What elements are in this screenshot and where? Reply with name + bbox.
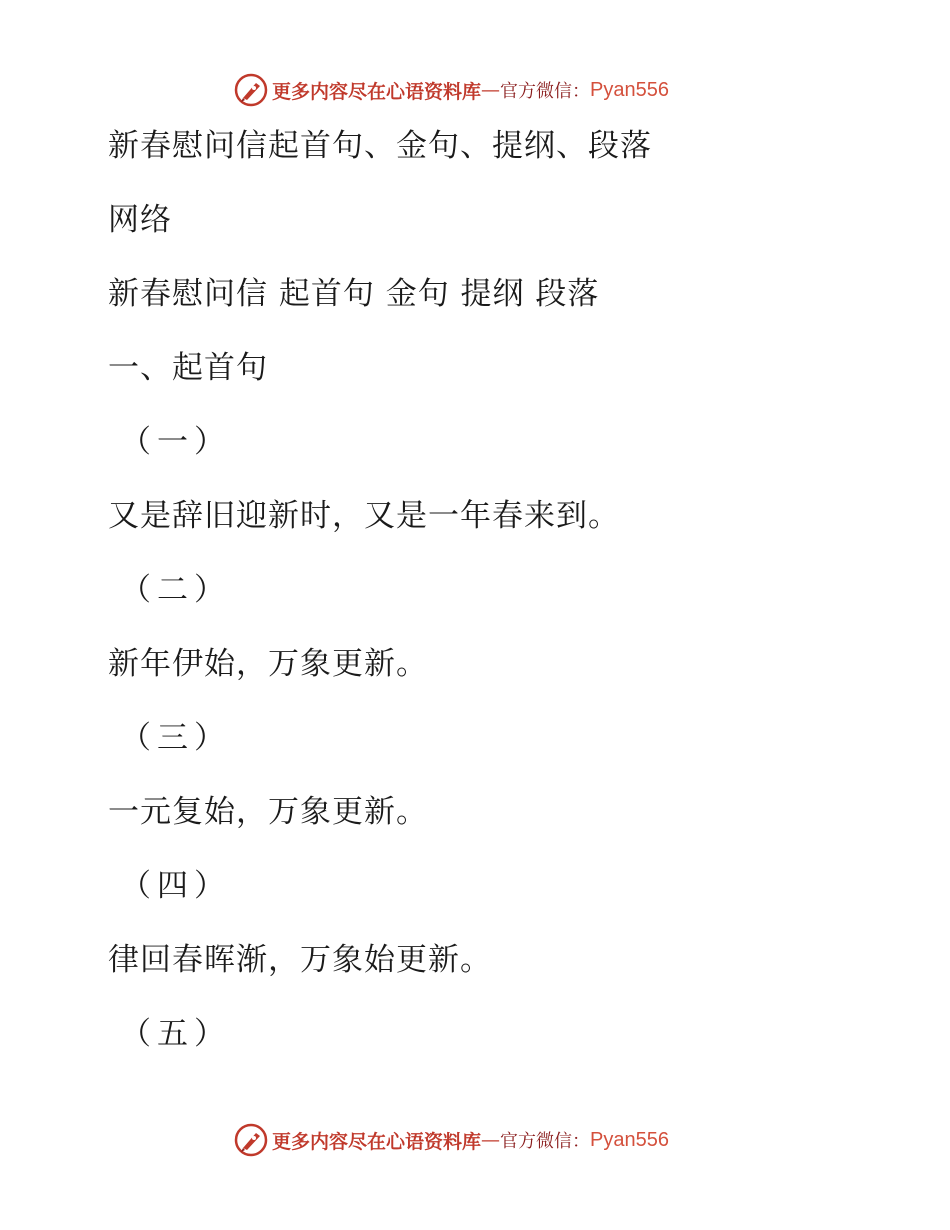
watermark-separator: — [481, 1129, 501, 1151]
pen-logo-icon [234, 1123, 268, 1157]
keywords-line: 新春慰问信 起首句 金句 提纲 段落 [108, 276, 600, 312]
watermark-contact-id: Pyan556 [590, 1128, 669, 1151]
footer-watermark [234, 1122, 669, 1158]
item-label-4: （四） [120, 868, 231, 904]
header-watermark [234, 72, 669, 108]
document-title-line-2: 网络 [108, 202, 172, 238]
item-text-2: 新年伊始，万象更新。 [108, 646, 428, 682]
watermark-contact-id: Pyan556 [590, 78, 669, 101]
item-label-3: （三） [120, 720, 231, 756]
item-label-2: （二） [120, 572, 231, 608]
watermark-site-text: 更多内容尽在心语资料库 [272, 80, 482, 103]
item-text-4: 律回春晖渐，万象始更新。 [108, 942, 492, 978]
watermark-site-text: 更多内容尽在心语资料库 [272, 1130, 482, 1153]
document-title-line-1: 新春慰问信起首句、金句、提纲、段落 [108, 128, 652, 164]
watermark-contact-label: 官方微信： [500, 1131, 591, 1152]
item-label-1: （一） [120, 424, 231, 460]
pen-logo-icon [234, 73, 268, 107]
item-label-5: （五） [120, 1016, 231, 1052]
watermark-separator: — [481, 79, 501, 101]
section-heading: 一、起首句 [108, 350, 268, 386]
item-text-3: 一元复始，万象更新。 [108, 794, 428, 830]
item-text-1: 又是辞旧迎新时，又是一年春来到。 [108, 498, 620, 534]
watermark-contact-label: 官方微信： [500, 81, 591, 102]
